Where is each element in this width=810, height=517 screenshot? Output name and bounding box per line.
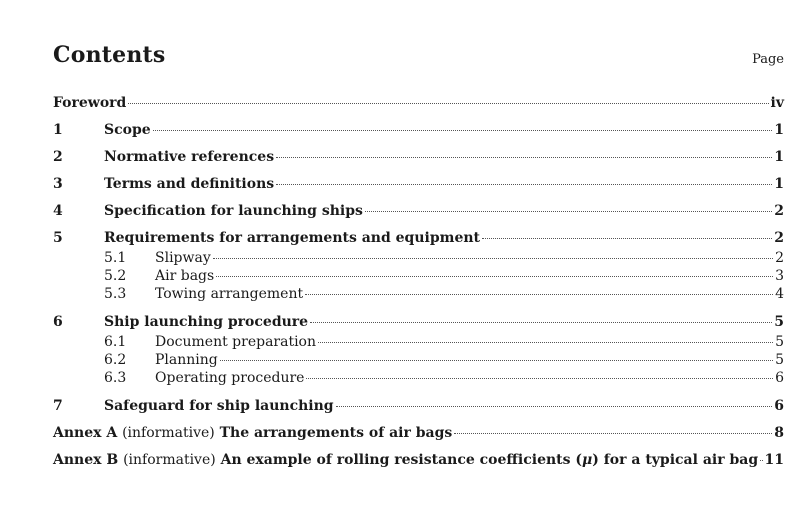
toc-entry-label: Planning xyxy=(155,352,218,368)
toc-entry-number: 6.1 xyxy=(104,334,127,350)
toc-entry-number: 6.3 xyxy=(104,370,127,386)
toc-entry-safeguard[interactable] xyxy=(53,395,784,422)
toc-entry-scope[interactable] xyxy=(53,119,784,146)
dot-leader xyxy=(336,405,773,407)
dot-leader xyxy=(276,156,772,158)
toc-entry-page: 1 xyxy=(774,122,784,138)
dot-leader xyxy=(760,459,762,461)
toc-subentry-operating-procedure[interactable] xyxy=(53,369,784,395)
toc-entry-label: Specification for launching ships xyxy=(104,203,363,219)
toc-entry-label: Ship launching procedure xyxy=(104,314,309,330)
dot-leader xyxy=(305,293,773,295)
toc-entry-annex-a[interactable] xyxy=(53,422,784,449)
toc-entry-number: 3 xyxy=(53,176,63,192)
toc-entry-page: 8 xyxy=(774,425,784,441)
toc-entry-number: 5.1 xyxy=(104,250,127,266)
annex-informative: (informative) xyxy=(123,452,216,468)
toc-entry-normative-references[interactable] xyxy=(53,146,784,173)
toc-entry-page: 3 xyxy=(775,268,784,284)
toc-entry-page: 2 xyxy=(774,203,784,219)
dot-leader xyxy=(482,237,772,239)
dot-leader xyxy=(128,102,768,104)
toc-entry-page: 2 xyxy=(774,230,784,246)
toc-entry-label: Terms and definitions xyxy=(104,176,275,192)
dot-leader xyxy=(276,183,772,185)
dot-leader xyxy=(216,275,773,277)
page-column-label: Page xyxy=(752,52,784,67)
toc-entry-number: 7 xyxy=(53,398,63,414)
toc-entry-number: 4 xyxy=(53,203,63,219)
toc-entry-label: Scope xyxy=(104,122,151,138)
toc-entry-number: 6.2 xyxy=(104,352,127,368)
toc-entry-page: 1 xyxy=(774,176,784,192)
mu-symbol: μ xyxy=(582,452,593,468)
dot-leader xyxy=(318,341,773,343)
toc-subentry-slipway[interactable] xyxy=(53,249,784,267)
dot-leader xyxy=(365,210,772,212)
toc-entry-annex-b[interactable] xyxy=(53,449,784,476)
toc-entry-label: Foreword xyxy=(53,95,127,111)
toc-entry-page: iv xyxy=(770,95,784,111)
toc-entry-label: Document preparation xyxy=(155,334,316,350)
toc-entry-number: 6 xyxy=(53,314,63,330)
toc-entry-label: Normative references xyxy=(104,149,275,165)
toc-entry-label: Safeguard for ship launching xyxy=(104,398,334,414)
toc-entry-page: 6 xyxy=(775,370,784,386)
toc-entry-number: 5.2 xyxy=(104,268,127,284)
annex-title-end: ) for a typical air bag xyxy=(592,452,759,468)
toc-entry-label: Towing arrangement xyxy=(155,286,304,302)
annex-prefix: Annex A xyxy=(53,425,118,441)
toc-entry-label: Operating procedure xyxy=(155,370,305,386)
toc-entry-page: 6 xyxy=(774,398,784,414)
toc-subentry-document-preparation[interactable] xyxy=(53,333,784,351)
toc-entry-page: 5 xyxy=(774,314,784,330)
toc-entry-page: 1 xyxy=(774,149,784,165)
dot-leader xyxy=(213,257,773,259)
toc-entry-label: Requirements for arrangements and equipment xyxy=(104,230,480,246)
toc-subentry-planning[interactable] xyxy=(53,351,784,369)
toc-entry-label: Air bags xyxy=(155,268,215,284)
dot-leader xyxy=(310,321,772,323)
toc-entry-label xyxy=(53,422,452,444)
annex-title-start: An example of rolling resistance coefficients ( xyxy=(220,452,583,468)
dot-leader xyxy=(306,377,773,379)
toc-entry-label: Slipway xyxy=(155,250,211,266)
toc-entry-page: 5 xyxy=(775,352,784,368)
toc-subentry-towing-arrangement[interactable] xyxy=(53,285,784,311)
toc-entry-label xyxy=(53,449,758,471)
toc-entry-number: 5 xyxy=(53,230,63,246)
toc-entry-number: 5.3 xyxy=(104,286,127,302)
dot-leader xyxy=(153,129,773,131)
toc-subentry-air-bags[interactable] xyxy=(53,267,784,285)
dot-leader xyxy=(454,432,772,434)
toc-entry-page: 2 xyxy=(775,250,784,266)
toc-entry-foreword[interactable] xyxy=(53,92,784,119)
toc-entry-terms-and-definitions[interactable] xyxy=(53,173,784,200)
dot-leader xyxy=(220,359,773,361)
annex-title: The arrangements of air bags xyxy=(219,425,453,441)
toc-entry-page: 11 xyxy=(764,452,784,468)
table-of-contents xyxy=(53,92,784,476)
annex-informative: (informative) xyxy=(122,425,215,441)
toc-entry-number: 1 xyxy=(53,122,63,138)
annex-prefix: Annex B xyxy=(53,452,119,468)
toc-entry-number: 2 xyxy=(53,149,63,165)
page-title: Contents xyxy=(53,42,166,68)
toc-entry-page: 5 xyxy=(775,334,784,350)
toc-entry-specification[interactable] xyxy=(53,200,784,227)
toc-entry-page: 4 xyxy=(775,286,784,302)
